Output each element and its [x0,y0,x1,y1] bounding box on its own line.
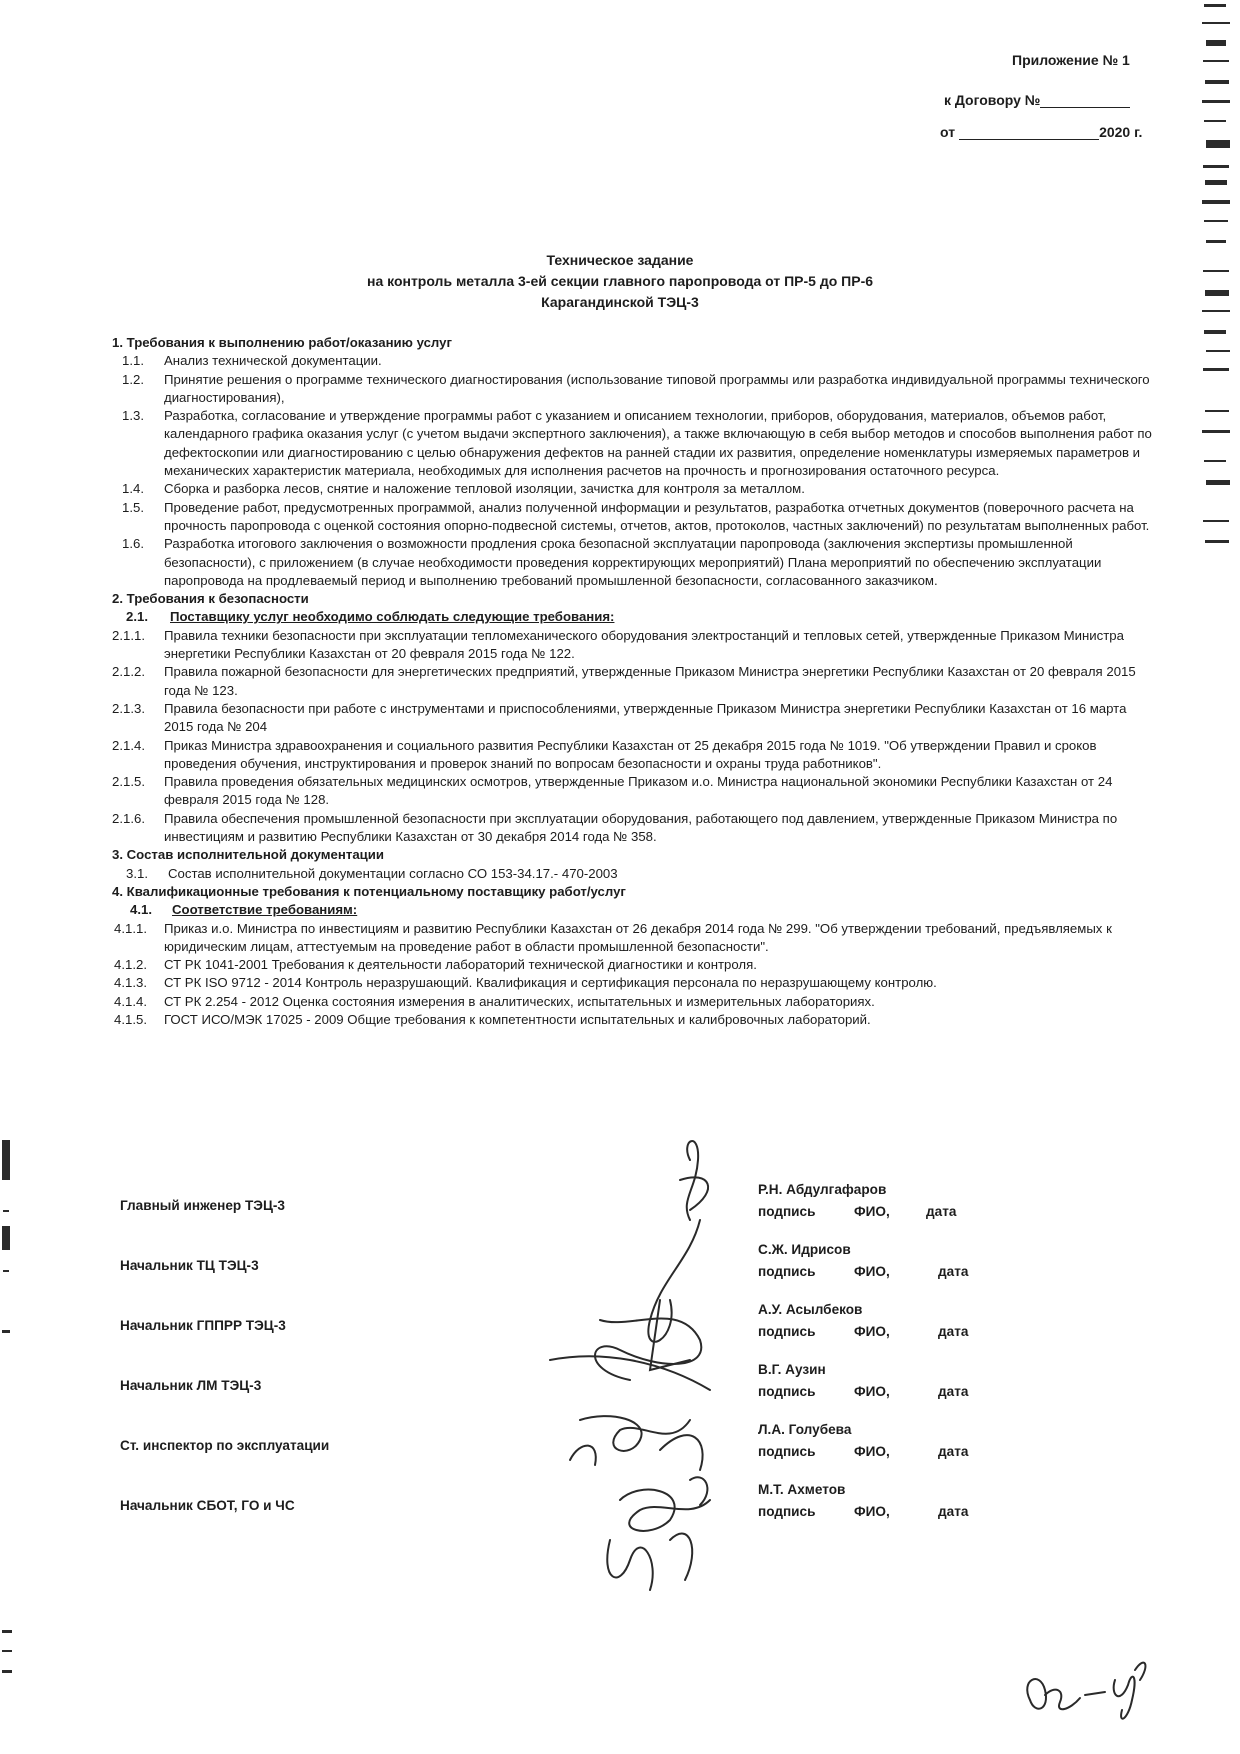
signature-labels: подпись ФИО, дата [758,1444,969,1459]
signatory-row [0,1302,1240,1362]
list-item: 1.1. Анализ технической документации. [122,353,382,369]
title-line: Техническое задание [546,252,694,268]
signatory-role: Начальник ГППРР ТЭЦ-3 [120,1318,286,1333]
signatory-name: А.У. Асылбеков [758,1302,863,1317]
signature-labels: подпись ФИО, дата [758,1324,969,1339]
list-item: 4.1.3. СТ РК ISO 9712 - 2014 Контроль неразрушающий. Квалификация и сертификация персонала по неразрушающему контролю. [114,975,937,991]
contract-date-field [940,124,1142,140]
section-4-list [112,920,1152,1030]
signature-labels: подпись ФИО, дата [758,1384,969,1399]
list-item: 2.1.3. Правила безопасности при работе с инструментами и приспособлениями, утвержденные Приказом Министра энергетики Республики Казахстан от 16 марта 2015 года № 204 [112,700,1127,735]
date-suffix: 2020 г. [1099,124,1143,140]
signatory-role: Главный инженер ТЭЦ-3 [120,1198,285,1213]
signatory-role: Начальник ЛМ ТЭЦ-3 [120,1378,262,1393]
list-item: 4.1.2. СТ РК 1041-2001 Требования к деятельности лабораторий технической диагностики и контроля. [114,957,757,973]
list-item: 1.3. Разработка, согласование и утверждение программы работ с указанием и описанием технологии, приборов, оборудования, материалов, объемов работ, календарного графика оказания услуг (с учетом выдачи экспертного заключения), а также включающую в себя выбор методов и способов выполнения работ по дефектоскопии или диагностированию с целью обнаружения дефектов на ранней стадии их развития, определение номенклатуры измеряемых параметров и механических характеристик материала, необходимых для исполнения расчетов на прочность и прогнозирования остаточного ресурса. [122,408,1152,479]
signatory-role: Начальник СБОТ, ГО и ЧС [120,1498,295,1513]
list-item: 2.1.6. Правила обеспечения промышленной безопасности при эксплуатации оборудования, работающего под давлением, утвержденные Приказом Министра по инвестициям и развитию Республики Казахстан от 30 декабря 2014 года № 358. [112,810,1118,845]
list-item: 4.1.1. Приказ и.о. Министра по инвестициям и развитию Республики Казахстан от 26 декабря 2014 года № 299. "Об утверждении требований, предъявляемых к юридическим лицам, аттестуемым на проведение работ в области промышленной безопасности". [114,920,1112,954]
signatory-name: М.Т. Ахметов [758,1482,846,1497]
section-1-list [112,352,1152,590]
section-heading: 3. Состав исполнительной документации [112,847,384,863]
section-2-list [112,627,1152,847]
signatory-role: Ст. инспектор по эксплуатации [120,1438,330,1453]
list-item: 1.4. Сборка и разборка лесов, снятие и наложение тепловой изоляции, зачистка для контроля за металлом. [122,481,805,497]
title-line: на контроль металла 3-ей секции главного паропровода от ПР-5 до ПР-6 [366,273,874,289]
subsection-heading: 2.1. Поставщику услуг необходимо соблюдать следующие требования: [126,609,615,625]
list-item: 2.1.2. Правила пожарной безопасности для энергетических предприятий, утвержденные Приказом Министра энергетики Республики Казахстан от 20 февраля 2015 года № 123. [112,664,1136,698]
signatory-row [0,1242,1240,1302]
contract-label: к Договору № [944,92,1041,108]
appendix-label: Приложение № 1 [1012,52,1130,68]
signature-labels: подпись ФИО, дата [758,1204,957,1219]
title-line: Карагандинской ТЭЦ-3 [541,294,699,310]
contract-number-field [944,92,1130,108]
signatory-name: Р.Н. Абдулгафаров [758,1182,887,1197]
signatory-row [0,1422,1240,1482]
document-body [112,334,1152,1029]
subsection-heading: 4.1. Соответствие требованиям: [130,902,358,918]
document-title [0,250,1240,313]
signatory-role: Начальник ТЦ ТЭЦ-3 [120,1258,259,1273]
signature-labels: подпись ФИО, дата [758,1264,969,1279]
section-heading: 1. Требования к выполнению работ/оказанию услуг [112,335,452,350]
list-item: 1.2. Принятие решения о программе технического диагностирования (использование типовой программы или разработка индивидуальной программы технического диагностирования), [122,371,1150,405]
list-item: 2.1.1. Правила техники безопасности при эксплуатации тепломеханического оборудования электростанций и тепловых сетей, утвержденные Приказом Министра энергетики Республики Казахстан от 20 февраля 2015 года № 122. [112,627,1124,662]
section-heading: 4. Квалификационные требования к потенциальному поставщику работ/услуг [112,883,626,899]
section-heading: 2. Требования к безопасности [112,591,309,607]
signatory-name: Л.А. Голубева [758,1422,852,1437]
list-item: 4.1.4. СТ РК 2.254 - 2012 Оценка состояния измерения в аналитических, испытательных и измерительных лабораториях. [114,993,875,1009]
corner-initials-signature [1010,1640,1160,1730]
date-prefix: от [940,124,956,140]
signatory-row [0,1482,1240,1542]
list-item: 1.6. Разработка итогового заключения о возможности продления срока безопасной эксплуатации паропровода (заключения экспертизы промышленной безопасности), с приложением (в случае необходимости проведения корректирующих мероприятий) Плана мероприятий по обеспечению эксплуатации паропровода на продлеваемый период и выполнению требований промышленной безопасности, согласованного заказчиком. [122,536,1102,588]
signatory-row [0,1362,1240,1422]
list-item: 4.1.5. ГОСТ ИСО/МЭК 17025 - 2009 Общие требования к компетентности испытательных и калибровочных лабораторий. [114,1011,871,1027]
list-item: 2.1.5. Правила проведения обязательных медицинских осмотров, утвержденные Приказом и.о. Министра национальной экономики Республики Казахстан от 24 февраля 2015 года № 128. [112,774,1113,808]
signatory-row [0,1182,1240,1242]
list-item: 3.1. Состав исполнительной документации согласно СО 153-34.17.- 470-2003 [126,865,618,881]
signature-labels: подпись ФИО, дата [758,1504,969,1519]
signatory-name: С.Ж. Идрисов [758,1242,851,1257]
list-item: 1.5. Проведение работ, предусмотренных программой, анализ полученной информации и результатов, разработка отчетных документов (поверочного расчета на прочность паропровода с оценкой состояния опорно-подвесной системы, отчетов, актов, протоколов, частных заключений) по результатам выполненных работ. [122,499,1150,533]
list-item: 2.1.4. Приказ Министра здравоохранения и социального развития Республики Казахстан от 25 декабря 2015 года № 1019. "Об утверждении Правил и сроков проведения обучения, инструктирования и проверок знаний по вопросам безопасности и охраны труда работников". [112,737,1097,771]
signatory-name: В.Г. Аузин [758,1362,826,1377]
